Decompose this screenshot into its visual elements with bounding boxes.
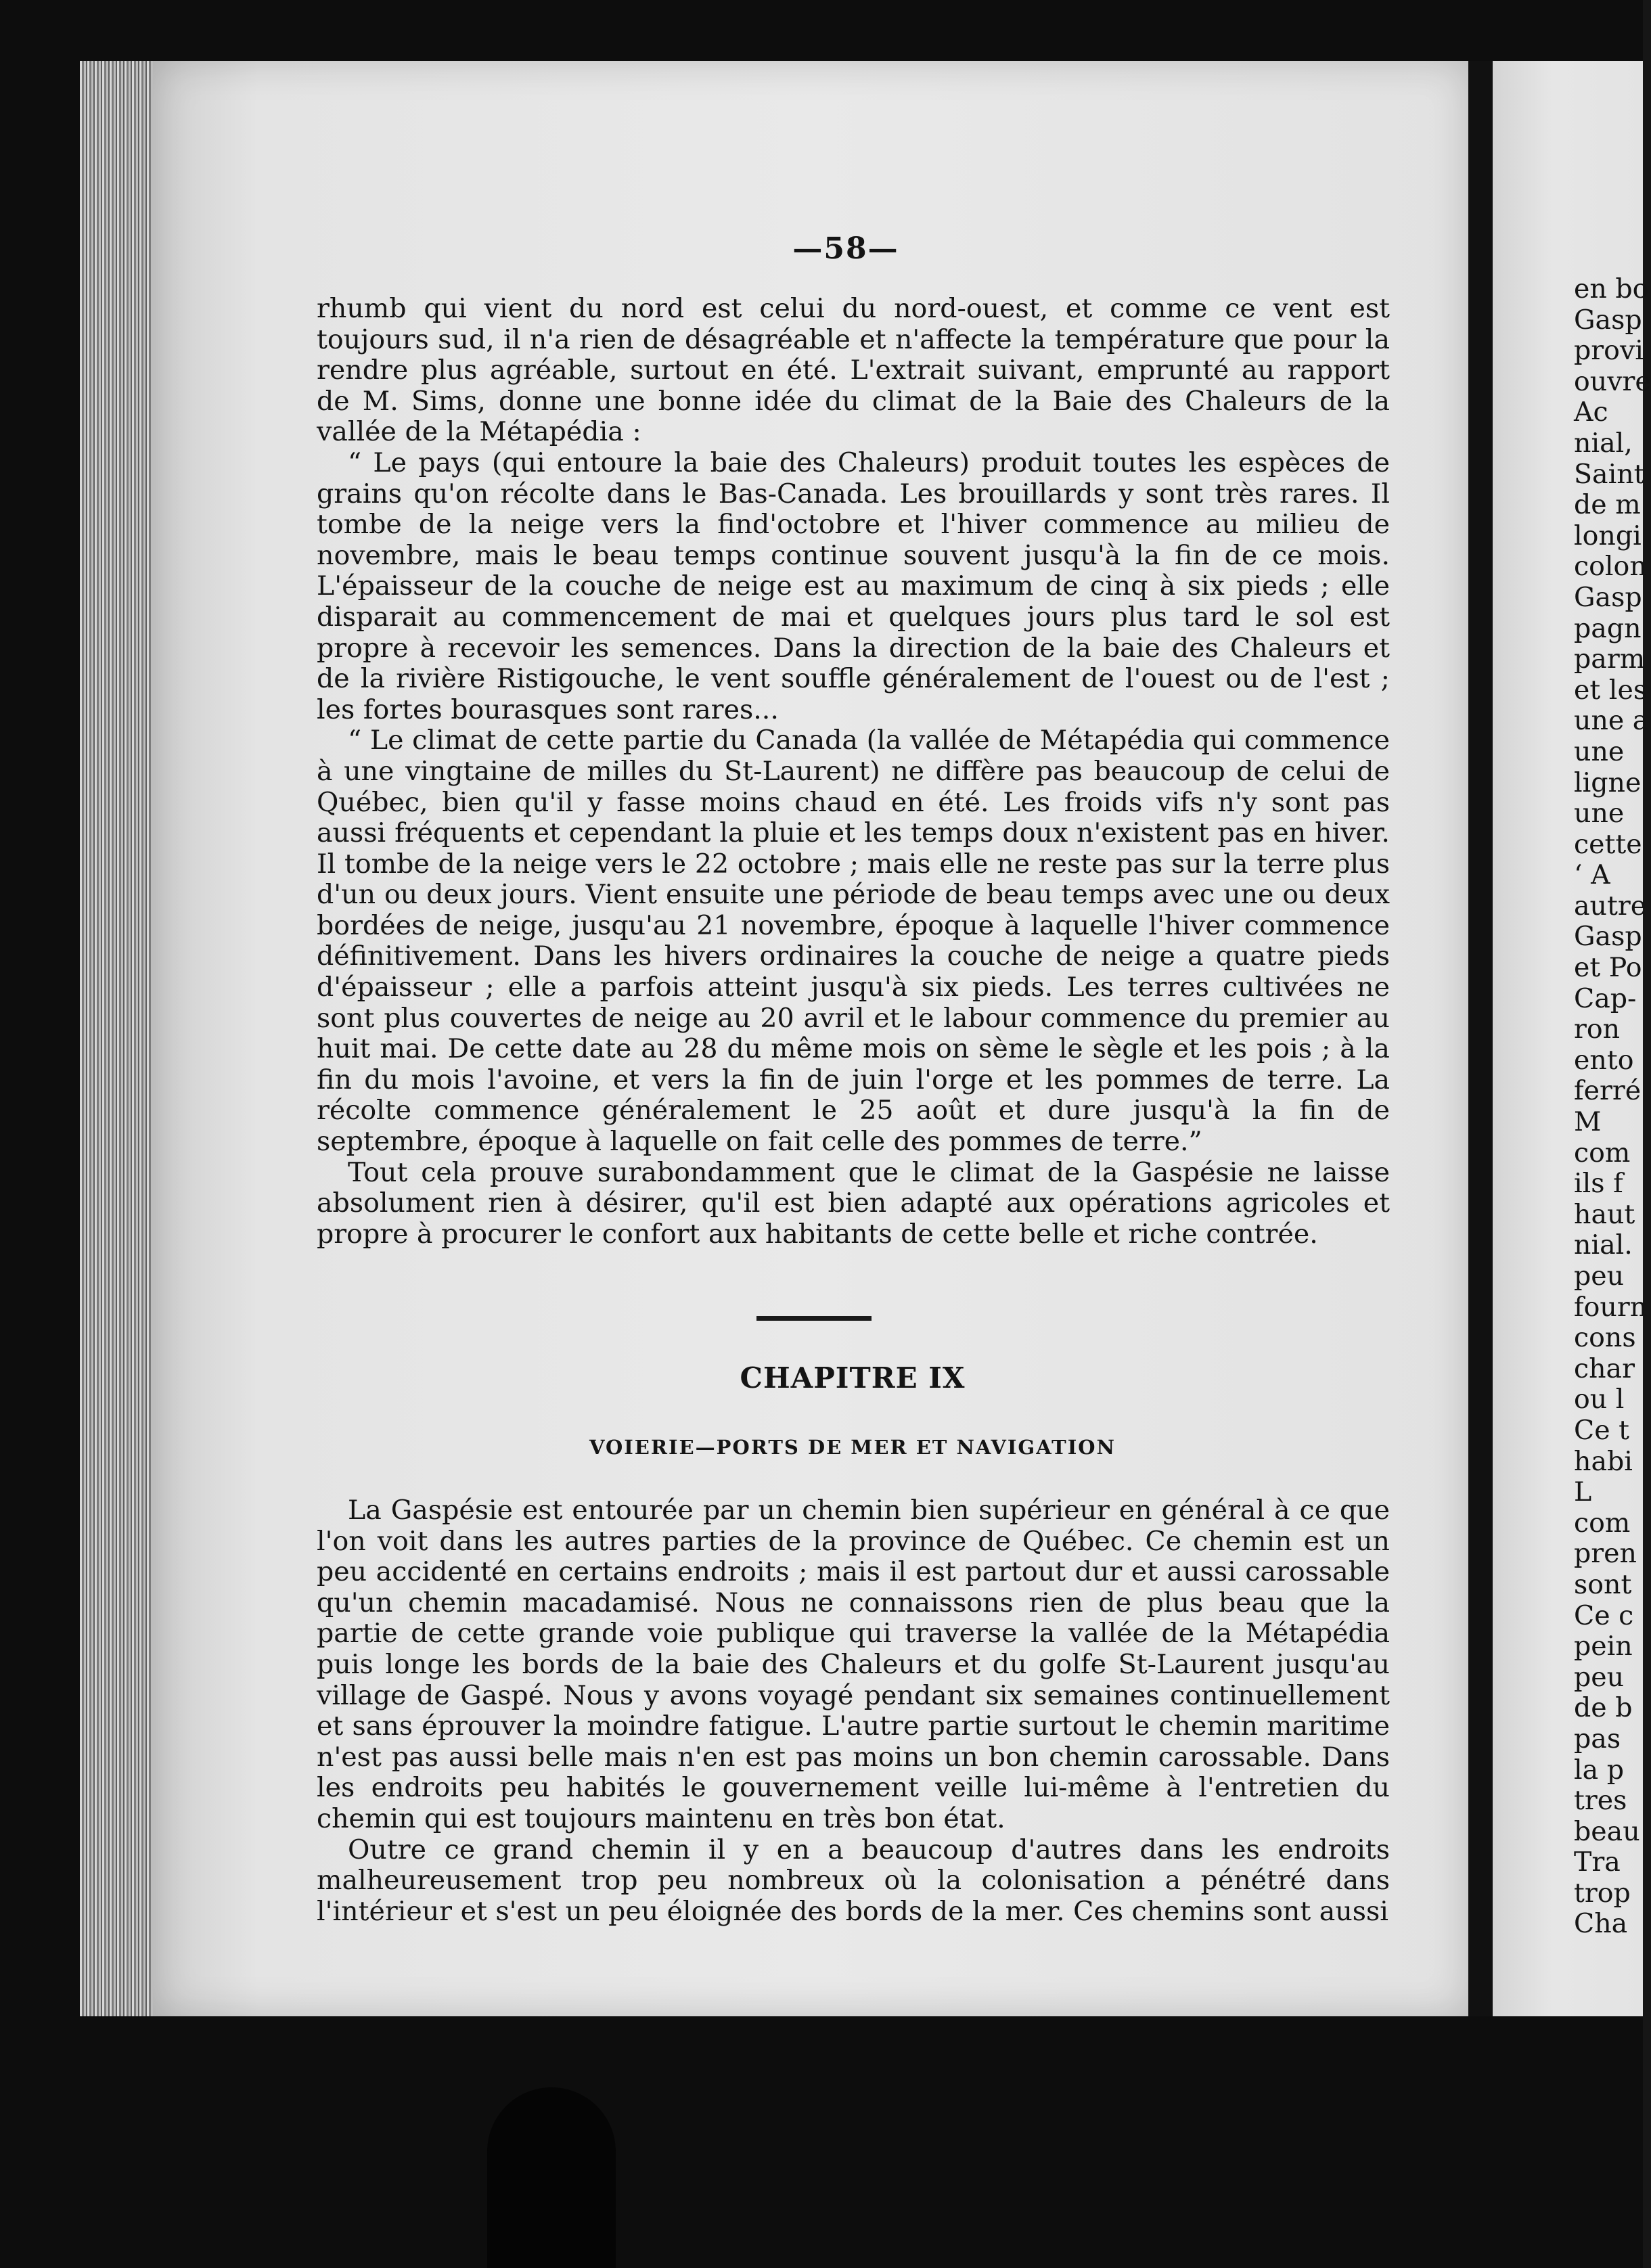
- facing-page-line: ‘ A: [1574, 859, 1610, 891]
- facing-page-line: Saint: [1574, 458, 1645, 490]
- facing-page-line: Gasp: [1574, 581, 1642, 613]
- facing-page-line: pas: [1574, 1723, 1621, 1754]
- facing-page-line: beau: [1574, 1815, 1640, 1847]
- facing-page-line: fourn: [1574, 1291, 1648, 1323]
- facing-page-line: parm: [1574, 643, 1646, 675]
- facing-page-line: la p: [1574, 1754, 1625, 1786]
- body-text-bottom: [317, 1495, 1390, 1927]
- book-gutter: [1468, 61, 1493, 2016]
- page-edges: [80, 61, 154, 2016]
- facing-page-line: ron: [1574, 1014, 1621, 1045]
- facing-page-line: Cha: [1574, 1908, 1628, 1940]
- facing-page-line: com: [1574, 1507, 1631, 1539]
- facing-page-line: com: [1574, 1137, 1631, 1169]
- facing-page-line: L: [1574, 1476, 1592, 1508]
- facing-page-line: M: [1574, 1106, 1602, 1138]
- facing-page-line: haut: [1574, 1198, 1635, 1230]
- facing-page-line: peu: [1574, 1261, 1625, 1292]
- facing-page-line: une: [1574, 735, 1625, 767]
- facing-page-line: ils f: [1574, 1168, 1623, 1200]
- facing-page-line: de b: [1574, 1692, 1633, 1724]
- section-rule: [756, 1316, 872, 1321]
- facing-page-line: de m: [1574, 489, 1641, 521]
- facing-page-line: peu: [1574, 1661, 1625, 1693]
- paragraph: La Gaspésie est entourée par un chemin bien supérieur en général à ce que l'on voit dans les autres parties de la province de Québec. Ce chemin est un peu accidenté en certains endroits ; mais il est partout dur et aussi carossable qu'un chemin macadamisé. Nous ne connaissons rien de plus beau que la partie de cette grande voie publique qui traverse la vallée de la Métapédia puis longe les bords de la baie des Chaleurs et du golfe St-Laurent jusqu'au village de Gaspé. Nous y avons voyagé pendant six semaines continuellement et sans éprouver la moindre fatigue. L'autre partie surtout le chemin maritime n'est pas aussi belle mais n'en est pas moins un bon chemin carossable. Dans les endroits peu habités le gouvernement veille lui-même à l'entretien du chemin qui est toujours maintenu en très bon état.: [317, 1495, 1390, 1834]
- chapter-title: CHAPITRE IX: [740, 1361, 966, 1394]
- facing-page-line: ou l: [1574, 1384, 1625, 1415]
- facing-page-line: et les: [1574, 674, 1648, 706]
- paragraph-quote: “ Le climat de cette partie du Canada (la vallée de Métapédia qui commence à une vingtaine de milles du St-Laurent) ne diffère pas beaucoup de celui de Québec, bien qu'il y fasse moins chaud en été. Les froids vifs n'y sont pas aussi fréquents et cependant la pluie et les temps doux n'existent pas en hiver. Il tombe de la neige vers le 22 octobre ; mais elle ne reste pas sur la terre plus d'un ou deux jours. Vient ensuite une période de beau temps avec une ou deux bordées de neige, jusqu'au 21 novembre, époque à laquelle l'hiver commence définitivement. Dans les hivers ordinaires la couche de neige a quatre pieds d'épaisseur ; elle a parfois atteint jusqu'à six pieds. Les terres cultivées ne sont plus couvertes de neige au 20 avril et le labour commence du premier au huit mai. De cette date au 28 du même mois on sème le sègle et les pois ; à la fin du mois l'avoine, et vers la fin de juin l'orge et les pommes de terre. La récolte commence généralement le 25 août et dure jusqu'à la fin de septembre, époque à laquelle on fait celle des pommes de terre.”: [317, 725, 1390, 1158]
- facing-page-line: en bo: [1574, 273, 1649, 304]
- facing-page-line: habi: [1574, 1445, 1633, 1477]
- facing-page-line: ento: [1574, 1044, 1634, 1076]
- facing-page-line: ouvre: [1574, 365, 1651, 397]
- page-number: —58—: [792, 231, 899, 266]
- facing-page-line: ferré: [1574, 1075, 1642, 1107]
- facing-page-line: ligne: [1574, 767, 1642, 798]
- facing-page-line: trop: [1574, 1877, 1631, 1909]
- facing-page-line: Gasp: [1574, 921, 1642, 953]
- facing-page-line: tres: [1574, 1785, 1627, 1817]
- facing-page-line: Ce t: [1574, 1414, 1630, 1446]
- body-text-top: [317, 294, 1390, 1250]
- facing-page-line: une: [1574, 798, 1625, 830]
- facing-page-line: pagn: [1574, 612, 1642, 644]
- facing-page-line: sont: [1574, 1568, 1632, 1600]
- facing-page-line: Ce c: [1574, 1600, 1634, 1631]
- facing-page-line: pren: [1574, 1538, 1637, 1570]
- facing-page-line: et Po: [1574, 952, 1642, 984]
- facing-page-line: nial,: [1574, 427, 1633, 459]
- facing-page-line: Gasp: [1574, 304, 1642, 336]
- facing-page-text: [1574, 273, 1651, 1940]
- facing-page-line: Cap-: [1574, 982, 1637, 1014]
- paragraph-quote: “ Le pays (qui entoure la baie des Chaleurs) produit toutes les espèces de grains qu'on récolte dans le Bas-Canada. Les brouillards y sont très rares. Il tombe de la neige vers la find'octobre et l'hiver commence au milieu de novembre, mais le beau temps continue souvent jusqu'à la fin de ce mois. L'épaisseur de la couche de neige est au maximum de cinq à six pieds ; elle disparait au commencement de mai et quelques jours plus tard le sol est propre à recevoir les semences. Dans la direction de la baie des Chaleurs et de la rivière Ristigouche, le vent souffle généralement de l'ouest ou de l'est ; les fortes bourasques sont rares...: [317, 447, 1390, 725]
- facing-page-line: nial.: [1574, 1229, 1633, 1261]
- facing-page-line: provi: [1574, 335, 1644, 367]
- facing-page-line: pein: [1574, 1631, 1633, 1662]
- facing-page-line: autre: [1574, 890, 1647, 922]
- facing-page-line: colon: [1574, 551, 1647, 583]
- paragraph: Outre ce grand chemin il y en a beaucoup d'autres dans les endroits malheureusement trop peu nombreux où la colonisation a pénétré dans l'intérieur et s'est un peu éloignée des bords de la mer. Ces chemins sont aussi: [317, 1834, 1390, 1927]
- facing-page-line: longi: [1574, 520, 1642, 551]
- chapter-subtitle: VOIERIE—PORTS DE MER ET NAVIGATION: [589, 1436, 1116, 1459]
- scan-shadow: [487, 2087, 616, 2268]
- facing-page-line: une a: [1574, 705, 1649, 737]
- facing-page-line: char: [1574, 1353, 1635, 1384]
- facing-page-line: Ac: [1574, 396, 1608, 428]
- facing-page-line: cons: [1574, 1322, 1636, 1354]
- paragraph: Tout cela prouve surabondamment que le climat de la Gaspésie ne laisse absolument rien à désirer, qu'il est bien adapté aux opérations agricoles et propre à procurer le confort aux habitants de cette belle et riche contrée.: [317, 1156, 1390, 1250]
- facing-page-line: cette: [1574, 828, 1642, 860]
- paragraph: rhumb qui vient du nord est celui du nord-ouest, et comme ce vent est toujours sud, il n'a rien de désagréable et n'affecte la température que pour la rendre plus agréable, surtout en été. L'extrait suivant, emprunté au rapport de M. Sims, donne une bonne idée du climat de la Baie des Chaleurs de la vallée de la Métapédia :: [317, 293, 1390, 448]
- facing-page-line: Tra: [1574, 1846, 1621, 1878]
